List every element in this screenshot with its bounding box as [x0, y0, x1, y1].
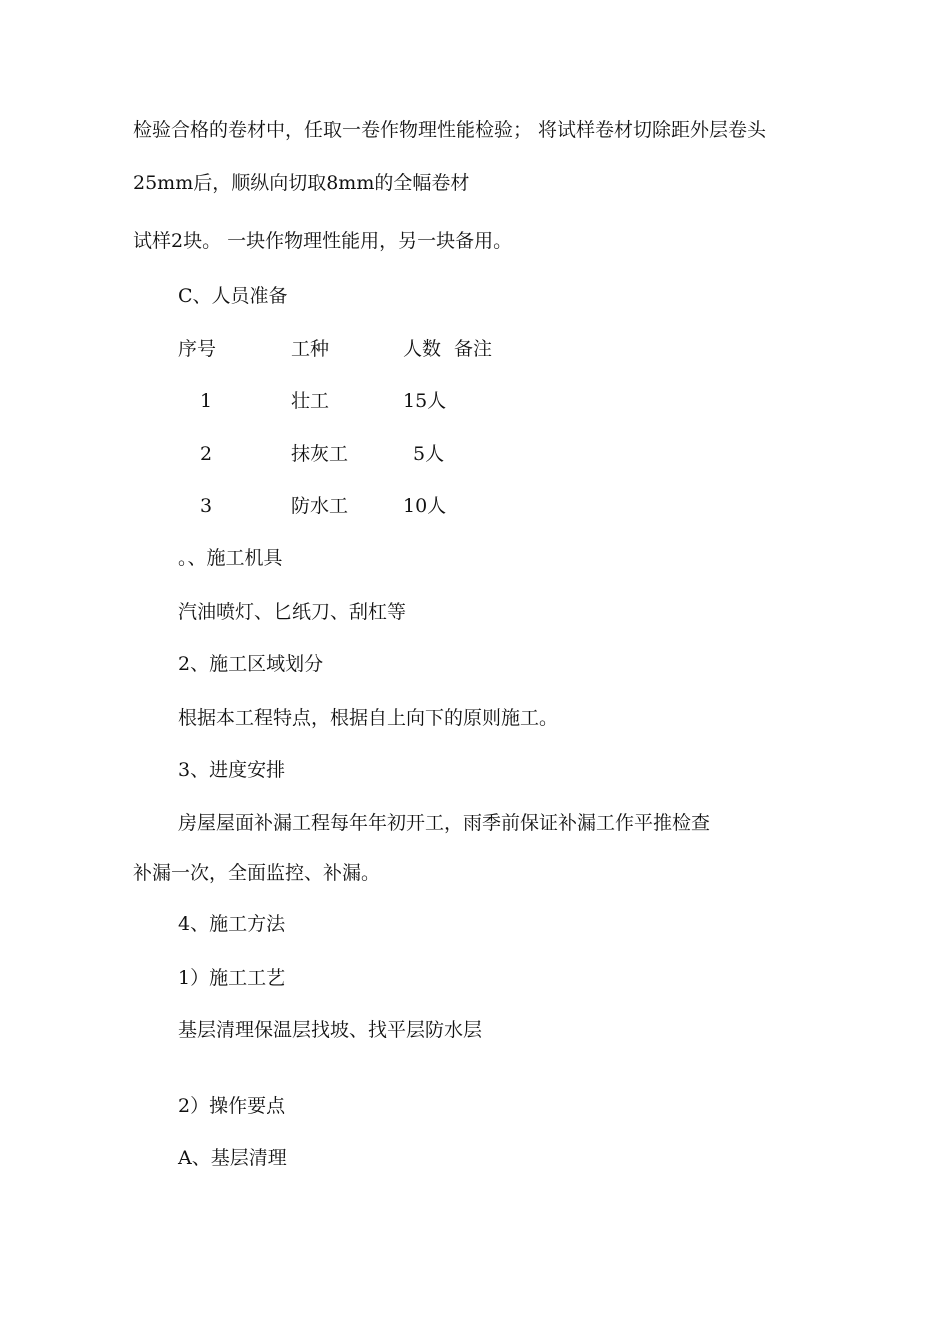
section-heading: 。、施工机具 [178, 547, 283, 569]
section-heading: 2、施工区域划分 [178, 653, 324, 675]
table-header-remark: 备注 [454, 338, 493, 360]
table-header-type: 工种 [291, 338, 330, 360]
paragraph-line: 房屋屋面补漏工程每年年初开工，雨季前保证补漏工作平推检查 [178, 812, 711, 834]
section-heading: C、人员准备 [178, 285, 288, 307]
subsection-heading: A、基层清理 [178, 1147, 287, 1169]
section-heading: 4、施工方法 [178, 913, 286, 935]
paragraph-line: 基层清理保温层找坡、找平层防水层 [178, 1019, 483, 1041]
paragraph-line: 检验合格的卷材中，任取一卷作物理性能检验； 将试样卷材切除距外层卷头 [133, 119, 767, 141]
paragraph-line: 试样2块。 一块作物理性能用，另一块备用。 [133, 230, 513, 252]
table-cell-count: 10人 [403, 495, 447, 517]
section-heading: 3、进度安排 [178, 759, 286, 781]
paragraph-line: 根据本工程特点，根据自上向下的原则施工。 [178, 707, 559, 729]
table-cell-no: 2 [200, 443, 213, 465]
paragraph-line: 汽油喷灯、匕纸刀、刮杠等 [178, 601, 407, 623]
table-header-no: 序号 [178, 338, 217, 360]
table-cell-type: 壮工 [291, 390, 330, 412]
table-cell-count: 15人 [403, 390, 447, 412]
table-cell-type: 防水工 [291, 495, 349, 517]
table-header-count: 人数 [403, 338, 442, 360]
table-cell-count: 5人 [413, 443, 445, 465]
table-cell-no: 3 [200, 495, 213, 517]
subsection-heading: 2）操作要点 [178, 1095, 286, 1117]
paragraph-line: 25mm后，顺纵向切取8mm的全幅卷材 [133, 172, 470, 194]
table-cell-no: 1 [200, 390, 213, 412]
paragraph-line: 补漏一次，全面监控、补漏。 [133, 862, 381, 884]
table-cell-type: 抹灰工 [291, 443, 349, 465]
subsection-heading: 1）施工工艺 [178, 967, 286, 989]
